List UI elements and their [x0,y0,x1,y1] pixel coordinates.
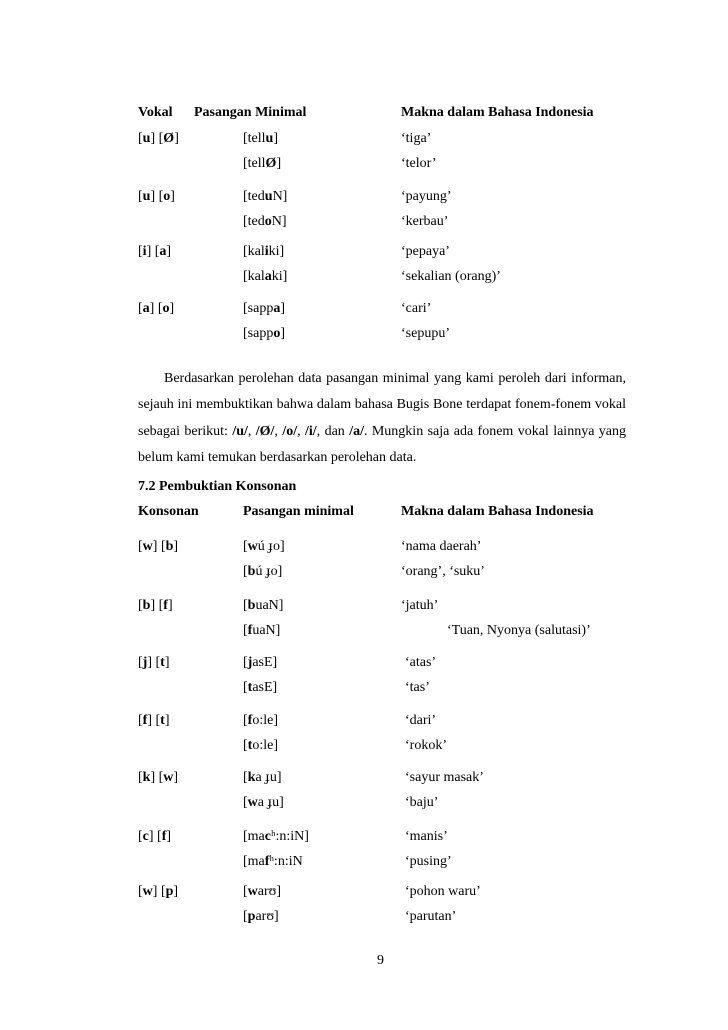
pair-cell: [wú ɟo] [243,539,285,554]
pair-cell: [warʊ] [243,884,282,899]
meaning-cell: ‘tas’ [405,680,430,695]
body-paragraph [138,366,626,471]
meaning-cell: ‘kerbau’ [401,214,449,229]
pair-cell: [sappo] [243,326,285,341]
pair-cell: [kaliki] [243,244,285,259]
pair-cell: [parʊ] [243,909,279,924]
table1-header-pasangan: Pasangan Minimal [194,105,307,120]
meaning-cell: ‘pohon waru’ [405,884,481,899]
group-label: [c] [f] [138,829,172,844]
pair-cell: [kalaki] [243,269,288,284]
group-label: [a] [o] [138,301,175,316]
page-number: 9 [377,953,384,968]
meaning-cell: ‘Tuan, Nyonya (salutasi)’ [447,623,591,638]
pair-cell: [fuaN] [243,623,281,638]
meaning-cell: ‘payung’ [401,189,452,204]
paragraph-text: Berdasarkan perolehan data pasangan minimal yang kami peroleh dari informan, sejauh ini membuktikan bahwa dalam bahasa Bugis Bone terdapat fonem-fonem vokal sebagai berikut: /u/, /Ø/, /o/, /i/, dan /a/. Mungkin saja ada fonem vokal lainnya yang belum kami temukan berdasarkan perolehan data. [138,371,627,465]
pair-cell: [macʰ:n:iN] [243,829,309,844]
pair-cell: [mafʰ:n:iN [243,854,303,869]
pair-cell: [sappa] [243,301,285,316]
meaning-cell: ‘baju’ [405,795,439,810]
pair-cell: [tedoN] [243,214,287,229]
meaning-cell: ‘cari’ [401,301,432,316]
group-label: [w] [b] [138,539,179,554]
group-label: [b] [f] [138,598,173,613]
table2-header-pasangan: Pasangan minimal [243,504,354,519]
pair-cell: [buaN] [243,598,284,613]
pair-cell: [jasE] [243,655,278,670]
pair-cell: [wa ɟu] [243,795,284,810]
meaning-cell: ‘jatuh’ [401,598,439,613]
pair-cell: [tasE] [243,680,278,695]
group-label: [u] [Ø] [138,131,179,146]
meaning-cell: ‘sekalian (orang)’ [401,269,501,284]
group-label: [u] [o] [138,189,175,204]
meaning-cell: ‘pusing’ [405,854,452,869]
meaning-cell: ‘sepupu’ [401,326,450,341]
pair-cell: [bú ɟo] [243,564,283,579]
meaning-cell: ‘tiga’ [401,131,432,146]
group-label: [j] [t] [138,655,170,670]
group-label: [k] [w] [138,770,179,785]
pair-cell: [ka ɟu] [243,770,282,785]
meaning-cell: ‘telor’ [401,156,437,171]
meaning-cell: ‘sayur masak’ [405,770,484,785]
table1-header-vokal: Vokal [138,105,173,120]
pair-cell: [fo:le] [243,713,278,728]
pair-cell: [tellu] [243,131,279,146]
pair-cell: [teduN] [243,189,288,204]
meaning-cell: ‘nama daerah’ [401,539,482,554]
pair-cell: [tellØ] [243,156,282,171]
meaning-cell: ‘parutan’ [405,909,457,924]
group-label: [f] [t] [138,713,170,728]
meaning-cell: ‘pepaya’ [401,244,450,259]
table2-header-konsonan: Konsonan [138,504,199,519]
meaning-cell: ‘dari’ [405,713,437,728]
section-title: 7.2 Pembuktian Konsonan [138,479,297,494]
table2-header-makna: Makna dalam Bahasa Indonesia [401,504,594,519]
meaning-cell: ‘manis’ [405,829,448,844]
meaning-cell: ‘atas’ [405,655,437,670]
table1-header-makna: Makna dalam Bahasa Indonesia [401,105,594,120]
group-label: [i] [a] [138,244,172,259]
meaning-cell: ‘rokok’ [405,738,447,753]
meaning-cell: ‘orang’, ‘suku’ [401,564,485,579]
pair-cell: [to:le] [243,738,278,753]
group-label: [w] [p] [138,884,179,899]
